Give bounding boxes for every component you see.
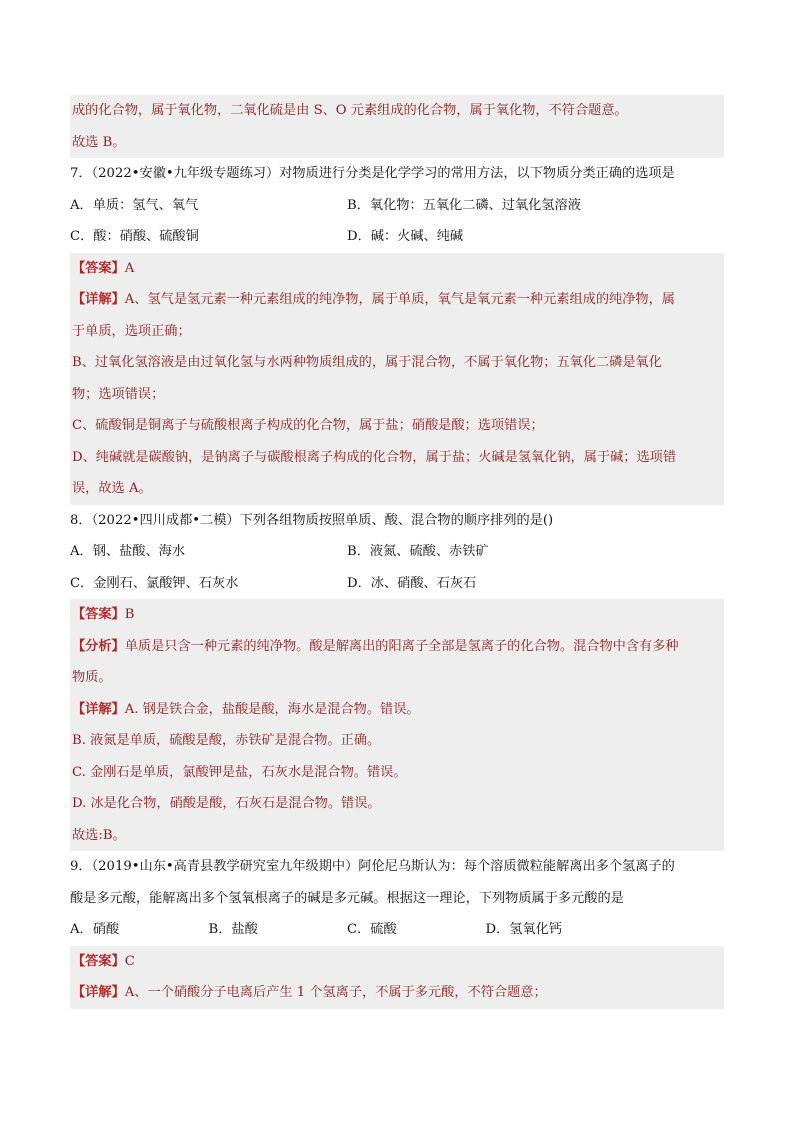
line-text: 酸是多元酸，能解离出多个氢氧根离子的碱是多元碱。根据这一理论，下列物质属于多元酸的是 xyxy=(70,890,624,906)
answer-line xyxy=(70,95,724,127)
answer-line xyxy=(70,788,724,820)
option: A．钢、盐酸、海水 xyxy=(70,544,186,559)
answer-line xyxy=(70,127,724,159)
line-text: 9．（2019•山东•高青县教学研究室九年级期中）阿伦尼乌斯认为：每个溶质微粒能解离出多个氢离子的 xyxy=(70,859,675,874)
line-text: B. 液氮是单质，硫酸是酸，赤铁矿是混合物。正确。 xyxy=(72,733,381,748)
options-row xyxy=(70,568,724,600)
option: D．冰、硝酸、石灰石 xyxy=(347,575,477,591)
answer-line xyxy=(70,694,724,726)
line-text: 8．（2022•四川成都•二模）下列各组物质按照单质、酸、混合物的顺序排列的是() xyxy=(70,512,554,528)
question-line xyxy=(70,883,724,915)
line-text: 成的化合物，属于氧化物，二氧化硫是由 S、O 元素组成的化合物，属于氧化物，不符合题意。 xyxy=(72,103,628,118)
option: D．氢氧化钙 xyxy=(485,922,563,937)
line-text: A、氢气是氢元素一种元素组成的纯净物，属于单质，氧气是氧元素一种元素组成的纯净物，属 xyxy=(124,292,675,307)
answer-tag: 【详解】 xyxy=(72,292,125,307)
option: B．盐酸 xyxy=(208,922,258,937)
answer-tag: 【详解】 xyxy=(72,701,125,717)
option: C．硫酸 xyxy=(347,922,397,937)
answer-line xyxy=(70,599,724,631)
answer-line xyxy=(70,284,724,316)
option: C．酸：硝酸、硫酸铜 xyxy=(70,229,199,244)
options-row xyxy=(70,190,724,222)
line-text: 故选:B。 xyxy=(72,827,126,843)
options-row xyxy=(70,221,724,253)
answer-line xyxy=(70,442,724,474)
answer-line xyxy=(70,316,724,348)
answer-line xyxy=(70,662,724,694)
option: D．碱：火碱、纯碱 xyxy=(347,229,464,244)
answer-tag: 【分析】 xyxy=(72,638,125,654)
question-line xyxy=(70,158,724,190)
line-text: 7．（2022•安徽•九年级专题练习）对物质进行分类是化学学习的常用方法，以下物质分类正确的选项是 xyxy=(70,166,675,181)
option: A．单质：氢气、氧气 xyxy=(70,197,199,213)
line-text: C、硫酸铜是铜离子与硫酸根离子构成的化合物，属于盐；硝酸是酸；选项错误； xyxy=(72,418,544,433)
line-text: A. 钢是铁合金，盐酸是酸，海水是混合物。错误。 xyxy=(124,701,420,717)
option: B．液氮、硫酸、赤铁矿 xyxy=(347,544,489,559)
line-text: A xyxy=(124,260,135,276)
line-text: 故选 B。 xyxy=(72,134,126,150)
line-text: D、纯碱就是碳酸钠，是钠离子与碳酸根离子构成的化合物，属于盐；火碱是氢氧化钠，属于碱；选项错 xyxy=(72,449,677,465)
line-text: 于单质，选项正确； xyxy=(72,323,191,339)
document-page xyxy=(70,95,724,1009)
options-row xyxy=(70,536,724,568)
line-text: 单质是只含一种元素的纯净物。酸是解离出的阳离子全部是氢离子的化合物。混合物中含有多种 xyxy=(124,638,679,654)
line-text: C xyxy=(124,953,135,969)
option: B．氧化物：五氧化二磷、过氧化氢溶液 xyxy=(347,197,581,213)
line-text: B、过氧化氢溶液是由过氧化氢与水两种物质组成的，属于混合物，不属于氧化物；五氧化二磷是氧化 xyxy=(72,355,662,370)
options-row xyxy=(70,914,724,946)
line-text: 物质。 xyxy=(72,670,112,685)
answer-line xyxy=(70,473,724,505)
line-text: 误，故选 A。 xyxy=(72,481,152,496)
answer-line xyxy=(70,757,724,789)
answer-line xyxy=(70,253,724,285)
answer-line xyxy=(70,631,724,663)
answer-line xyxy=(70,946,724,978)
answer-tag: 【答案】 xyxy=(72,953,125,969)
line-text: A、一个硝酸分子电离后产生 1 个氢离子，不属于多元酸，不符合题意； xyxy=(124,985,547,1000)
option: C．金刚石、氯酸钾、石灰水 xyxy=(70,575,239,591)
answer-line xyxy=(70,379,724,411)
line-text: D. 冰是化合物，硝酸是酸，石灰石是混合物。错误。 xyxy=(72,796,381,811)
line-text: C. 金刚石是单质，氯酸钾是盐，石灰水是混合物。错误。 xyxy=(72,764,407,780)
answer-tag: 【详解】 xyxy=(72,985,125,1000)
question-line xyxy=(70,851,724,883)
answer-line xyxy=(70,977,724,1009)
answer-line xyxy=(70,820,724,852)
line-text: 物；选项错误； xyxy=(72,386,165,402)
line-text: B xyxy=(124,607,135,622)
answer-line xyxy=(70,347,724,379)
question-line xyxy=(70,505,724,537)
answer-tag: 【答案】 xyxy=(72,607,125,622)
answer-line xyxy=(70,410,724,442)
answer-line xyxy=(70,725,724,757)
option: A．硝酸 xyxy=(70,922,120,937)
answer-tag: 【答案】 xyxy=(72,260,125,276)
